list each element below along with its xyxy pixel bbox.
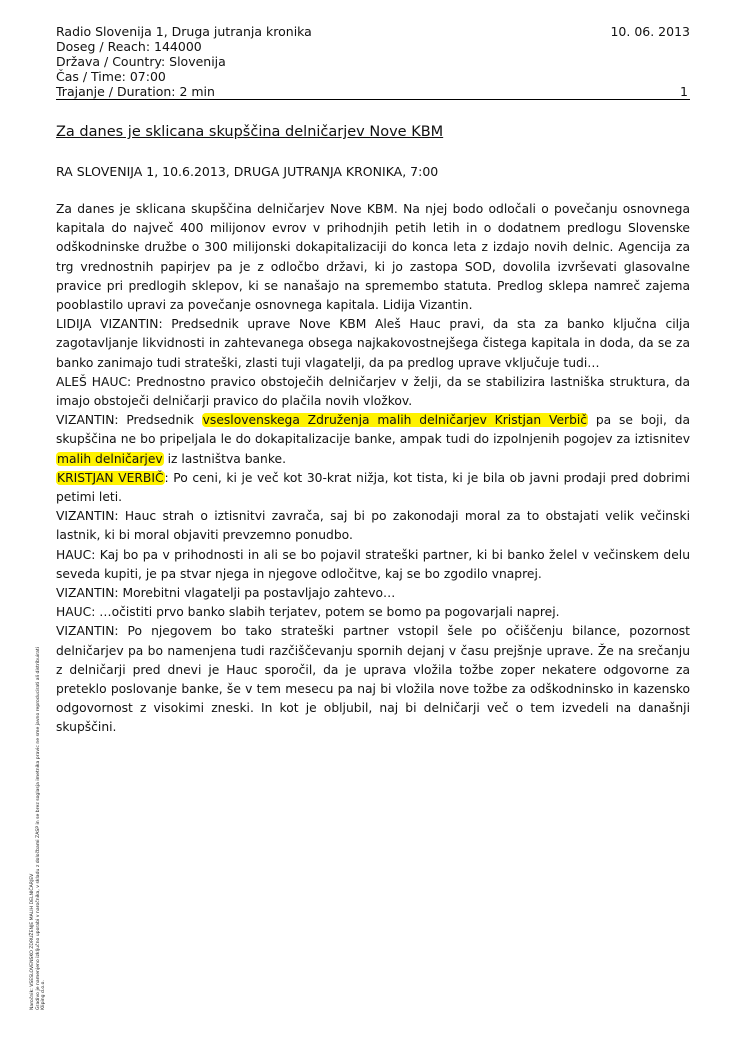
paragraph: VIZANTIN: Po njegovem bo tako strateški partner vstopil šele po očiščenju bilance, pozornost delničarjev pa bo namenjena tudi razčiščevanju spornih dejanj v času prejšnje uprave. Že na srečanju z delničarji pred dnevi je Hauc sporočil, da je uprava vložila tožbe zoper nekatere odgovorne za preteklo poslovanje banke, še v tem mesecu pa naj bi vložila nove tožbe za odškodninsko in kazensko odgovornost z visokimi zneski. In kot je obljubil, naj bi delničarji več o tem izvedeli na današnji skupščini. [56, 624, 690, 735]
highlight: vseslovenskega Združenja malih delničarjev Kristjan Verbič [202, 413, 588, 428]
side-note-line: Kliping d.o.o. [41, 980, 47, 1010]
duration-line: Trajanje / Duration: 2 min [56, 84, 215, 99]
paragraph-text: iz lastništva banke. [163, 451, 286, 466]
paragraph-text: VIZANTIN: Predsednik [56, 413, 202, 428]
paragraph: VIZANTIN: Morebitni vlagatelji pa postavljajo zahtevo… [56, 586, 396, 601]
document-header [56, 24, 690, 99]
side-disclaimer [30, 590, 47, 1010]
side-note-line: Naročnik: VSESLOVENSKO ZDRUŽENJE MALIH DELNIČARJEV [30, 873, 35, 1010]
page-number: 1 [680, 84, 688, 99]
header-divider [56, 99, 690, 100]
paragraph: ALEŠ HAUC: Prednostno pravico obstoječih delničarjev v želji, da se stabilizira lastniška struktura, da imajo obstoječi delničarji pravico do plačila novih vložkov. [56, 374, 690, 409]
paragraph: LIDIJA VIZANTIN: Predsednik uprave Nove KBM Aleš Hauc pravi, da sta za banko ključna cilja zagotavljanje likvidnosti in zahtevanega obsega najkakovostnejšega čistega kapitala in doda, da se za banko zanimajo tudi strateški, zlasti tuji vlagatelji, da pa predlog uprave vključuje tudi… [56, 317, 690, 370]
article-source-line: RA SLOVENIJA 1, 10.6.2013, DRUGA JUTRANJA KRONIKA, 7:00 [56, 164, 439, 179]
station-line: Radio Slovenija 1, Druga jutranja kronika [56, 24, 312, 39]
date: 10. 06. 2013 [610, 24, 690, 39]
paragraph [56, 469, 690, 507]
country-line: Država / Country: Slovenija [56, 54, 226, 69]
paragraph: Za danes je sklicana skupščina delničarjev Nove KBM. Na njej bodo odločali o povečanju osnovnega kapitala do največ 400 milijonov evrov v prihodnjih petih letih in o dodatnem predlogu Slovenske odškodninske družbe o 300 milijonski dokapitalizaciji do konca leta z izdajo novih delnic. Agencija za trg vrednostnih papirjev pa je z odločbo državi, ki jo zastopa SOD, dovolila izvrševati glasovalne pravice pri predlogih sklepov, ki se nanašajo na spremembo statuta. Predlog sklepa namreč zajema pooblastilo upravi za povečanje osnovnega kapitala. Lidija Vizantin. [56, 202, 690, 313]
highlight: malih delničarjev [57, 451, 163, 466]
paragraph: HAUC: Kaj bo pa v prihodnosti in ali se bo pojavil strateški partner, ki bi banko želel v večinskem delu seveda kupiti, je pa stvar njega in njegove odločitve, kaj se bo zgodilo vnaprej. [56, 547, 690, 581]
paragraph: HAUC: …očistiti prvo banko slabih terjatev, potem se bomo pa pogovarjali naprej. [56, 605, 560, 620]
paragraph [56, 411, 690, 469]
side-note-line: Gradivo je namenjeno izključno uporabi v naročnika, v skladu z določbami ZASP in se brez soglasja imetnika pravic ne sme javno reproducirati ali distribuirati [35, 647, 41, 1010]
article-title: Za danes je sklicana skupščina delničarjev Nove KBM [56, 124, 444, 140]
highlight: KRISTJAN VERBIČ [57, 470, 164, 485]
paragraph-text: pa se boji, da skupščina ne bo pripeljala le do dokapitalizacije banke, ampak tudi do izpolnjenih pogojev za iztisnitev [56, 413, 691, 447]
paragraph-text: : Po ceni, ki je več kot 30-krat nižja, kot tista, ki je bila ob javni prodaji pred dobrimi petimi leti. [56, 470, 690, 505]
paragraph: VIZANTIN: Hauc strah o iztisnitvi zavrača, saj bi po zakonodaji moral za to obstajati velik večinski lastnik, ki bi moral objaviti prevzemno ponudbo. [56, 509, 690, 543]
time-line: Čas / Time: 07:00 [56, 69, 166, 84]
reach-line: Doseg / Reach: 144000 [56, 39, 202, 54]
article-body [56, 200, 690, 738]
